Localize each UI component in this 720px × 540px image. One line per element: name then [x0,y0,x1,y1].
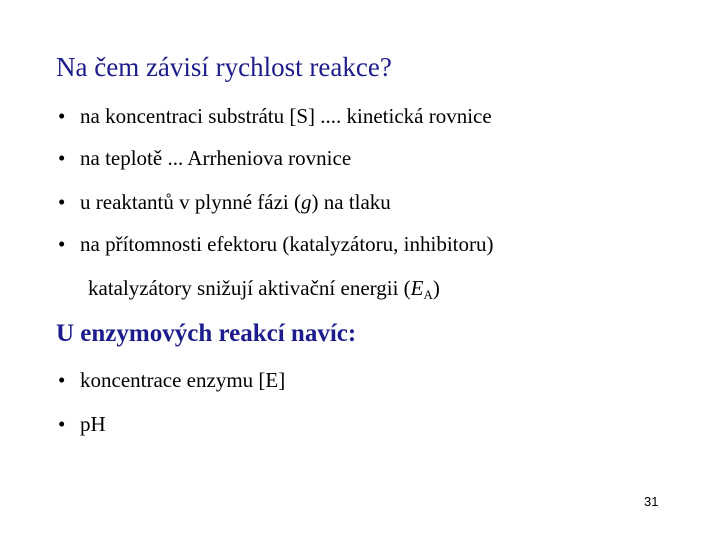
bullet-item [58,232,493,257]
bullet-icon: • [58,146,66,170]
bullet-text-before: u reaktantů v plynné fázi ( [80,190,301,214]
bullet-text: pH [80,412,106,436]
bullet-item [58,104,492,129]
note-text-before: katalyzátory snižují aktivační energii ( [88,276,411,300]
bullet-text-after: ) na tlaku [311,190,391,214]
page-number: 31 [644,494,659,509]
note-line [88,276,440,303]
bullet-text: koncentrace enzymu [E] [80,368,286,392]
bullet-icon: • [58,190,66,214]
section-heading-colon: : [347,320,357,347]
bullet-text: na přítomnosti efektoru (katalyzátoru, inhibitoru) [80,232,494,256]
bullet-icon: • [58,368,66,392]
bullet-item [58,368,285,393]
note-subscript: A [423,287,433,302]
section-heading-text: U enzymových reakcí navíc [56,320,348,347]
section-heading [56,320,356,348]
bullet-icon: • [58,232,66,256]
slide-title: Na čem závisí rychlost reakce? [56,52,392,82]
bullet-icon: • [58,104,66,128]
bullet-text-italic: g [301,190,312,214]
bullet-icon: • [58,412,66,436]
bullet-item [58,190,391,215]
note-symbol: E [410,276,424,300]
bullet-item [58,412,106,437]
bullet-text: na teplotě ... Arrheniova rovnice [80,146,352,170]
bullet-text: na koncentraci substrátu [S] .... kinetická rovnice [80,104,492,128]
bullet-item [58,146,351,171]
note-text-after: ) [432,276,440,300]
